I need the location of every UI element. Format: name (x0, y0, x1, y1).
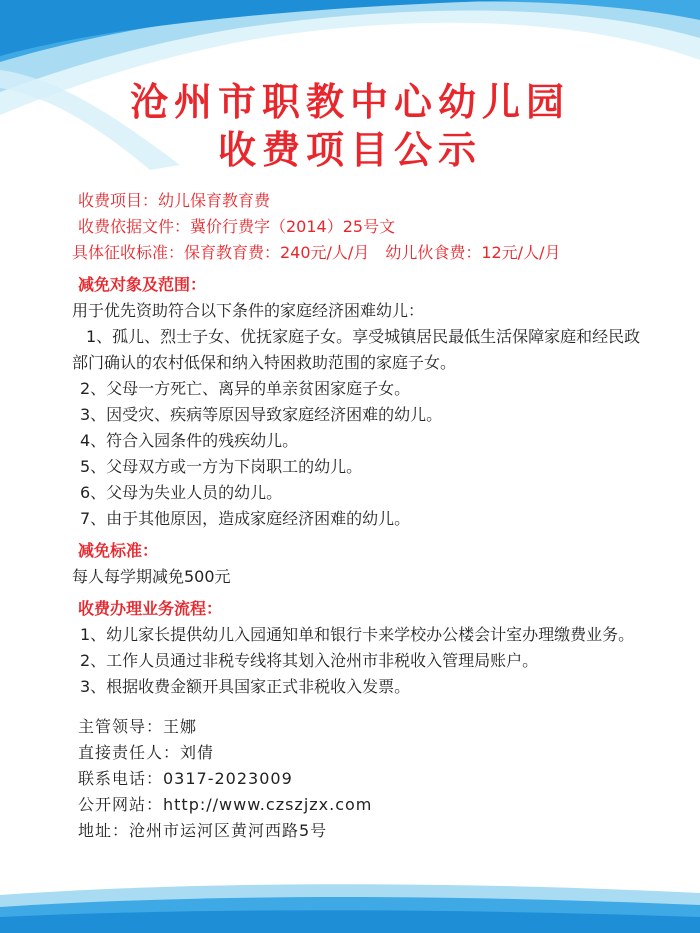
exemption-scope-heading: 减免对象及范围： (78, 275, 207, 294)
process-item-1 (72, 622, 652, 648)
exemption-item-5: 5、父母双方或一方为下岗职工的幼儿。 (80, 457, 363, 476)
exemption-standard-heading: 减免标准： (78, 541, 159, 560)
exemption-standard-text: 每人每学期减免500元 (72, 567, 231, 586)
page-title-line2: 收费项目公示 (217, 127, 482, 172)
exemption-item-1 (72, 324, 652, 376)
process-item-1-text: 1、幼儿家长提供幼儿入园通知单和银行卡来学校办公楼会计室办理缴费业务。 (80, 625, 635, 644)
exemption-scope-intro: 用于优先资助符合以下条件的家庭经济困难幼儿： (72, 301, 425, 320)
fee-standard: 具体征收标准：保育教育费：240元/人/月 幼儿伙食费：12元/人/月 (72, 243, 561, 262)
contact-website: 公开网站：http://www.czszjzx.com (78, 795, 373, 814)
exemption-item-6: 6、父母为失业人员的幼儿。 (80, 483, 283, 502)
contact-leader: 主管领导：王娜 (78, 717, 198, 736)
contact-phone: 联系电话：0317-2023009 (78, 769, 293, 788)
contact-address: 地址：沧州市运河区黄河西路5号 (78, 821, 328, 840)
bottom-wave-decoration (0, 873, 700, 933)
exemption-item-4: 4、符合入园条件的残疾幼儿。 (80, 431, 299, 450)
notice-content (72, 188, 678, 844)
page-title-line1: 沧州市职教中心幼儿园 (129, 79, 570, 124)
exemption-item-1-text: 1、孤儿、烈士子女、优抚家庭子女。享受城镇居民最低生活保障家庭和经民政部门确认的农村低保和纳入特困救助范围的家庭子女。 (72, 327, 641, 372)
process-heading: 收费办理业务流程： (78, 599, 223, 618)
contact-block (78, 714, 678, 844)
exemption-item-2: 2、父母一方死亡、离异的单亲贫困家庭子女。 (80, 379, 411, 398)
process-item-2: 2、工作人员通过非税专线将其划入沧州市非税收入管理局账户。 (80, 651, 539, 670)
exemption-item-3: 3、因受灾、疾病等原因导致家庭经济困难的幼儿。 (80, 405, 443, 424)
contact-responsible: 直接责任人：刘倩 (78, 743, 215, 762)
fee-item: 收费项目：幼儿保育教育费 (78, 191, 271, 210)
process-item-3: 3、根据收费金额开具国家正式非税收入发票。 (80, 677, 411, 696)
exemption-item-7: 7、由于其他原因，造成家庭经济困难的幼儿。 (80, 509, 411, 528)
fee-basis: 收费依据文件：冀价行费字（2014）25号文 (78, 217, 396, 236)
